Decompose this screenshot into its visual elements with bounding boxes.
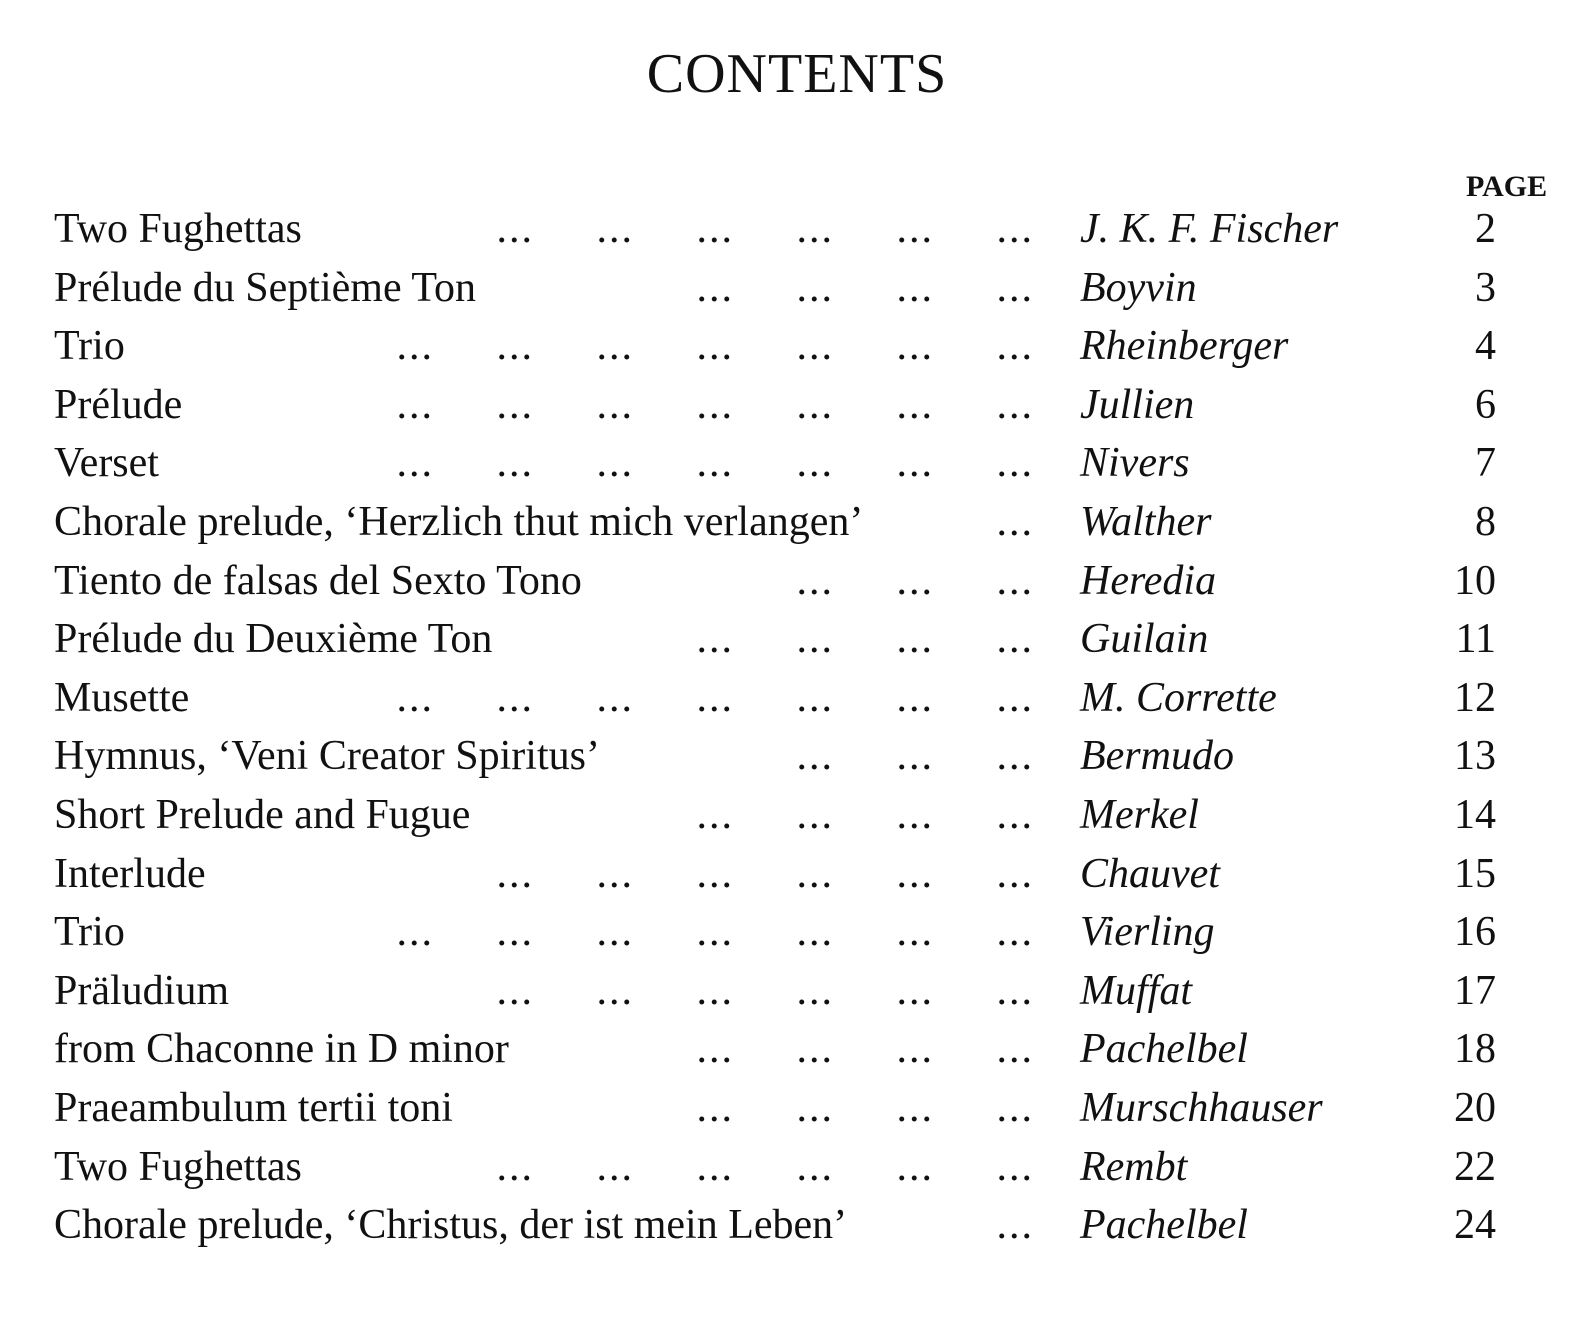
entry-page-number: 24 bbox=[1454, 1202, 1496, 1249]
entry-page-number: 16 bbox=[1454, 909, 1496, 956]
toc-entry bbox=[54, 493, 1550, 552]
toc-entry bbox=[54, 1020, 1550, 1079]
dot-leader: ... ... ... ... bbox=[696, 616, 1034, 663]
toc-entry bbox=[54, 434, 1550, 493]
dot-leader: ... ... ... ... ... ... bbox=[496, 967, 1034, 1014]
toc-entry bbox=[54, 200, 1550, 259]
entry-page-number: 22 bbox=[1454, 1143, 1496, 1190]
contents-list bbox=[54, 200, 1550, 1255]
entry-title: Trio bbox=[54, 323, 125, 370]
entry-title: Two Fughettas bbox=[54, 206, 302, 252]
entry-title: Prélude bbox=[54, 381, 183, 428]
entry-page-number: 3 bbox=[1475, 264, 1496, 311]
entry-title: from Chaconne in D minor bbox=[54, 1026, 509, 1073]
entry-page-number: 4 bbox=[1475, 323, 1496, 370]
entry-title: Praeambulum tertii toni bbox=[54, 1084, 453, 1131]
entry-title: Musette bbox=[54, 674, 190, 721]
entry-page-number: 11 bbox=[1455, 616, 1496, 663]
toc-entry bbox=[54, 1196, 1550, 1255]
entry-composer: Pachelbel bbox=[1080, 1202, 1248, 1249]
dot-leader: ... ... ... bbox=[796, 557, 1034, 604]
dot-leader: ... ... ... ... bbox=[696, 1084, 1034, 1131]
entry-composer: Rheinberger bbox=[1080, 323, 1289, 370]
entry-title: Prélude du Deuxième Ton bbox=[54, 616, 493, 663]
dot-leader: ... ... ... ... ... ... ... bbox=[396, 440, 1034, 487]
entry-title: Tiento de falsas del Sexto Tono bbox=[54, 557, 582, 604]
entry-composer: Rembt bbox=[1080, 1143, 1188, 1190]
entry-page-number: 17 bbox=[1454, 967, 1496, 1014]
entry-composer: Heredia bbox=[1080, 557, 1217, 604]
entry-composer: Chauvet bbox=[1080, 850, 1220, 897]
page-title: CONTENTS bbox=[646, 43, 948, 105]
entry-title: Hymnus, ‘Veni Creator Spiritus’ bbox=[54, 733, 600, 780]
dot-leader: ... ... ... ... ... ... ... bbox=[396, 909, 1034, 956]
entry-page-number: 2 bbox=[1475, 206, 1496, 252]
entry-composer: Bermudo bbox=[1080, 733, 1234, 780]
entry-page-number: 13 bbox=[1454, 733, 1496, 780]
entry-composer: Merkel bbox=[1080, 791, 1199, 838]
entry-composer: J. K. F. Fischer bbox=[1080, 206, 1339, 252]
dot-leader: ... ... ... bbox=[796, 733, 1034, 780]
entry-composer: Muffat bbox=[1080, 967, 1192, 1014]
entry-composer: Guilain bbox=[1080, 616, 1209, 663]
dot-leader: ... ... ... ... ... ... bbox=[496, 1143, 1034, 1190]
entry-composer: Vierling bbox=[1080, 909, 1215, 956]
entry-title: Short Prelude and Fugue bbox=[54, 791, 471, 838]
entry-page-number: 20 bbox=[1454, 1084, 1496, 1131]
dot-leader: ... ... ... ... ... ... bbox=[496, 206, 1034, 252]
entry-page-number: 7 bbox=[1475, 440, 1496, 487]
entry-composer: Boyvin bbox=[1080, 264, 1197, 311]
entry-page-number: 15 bbox=[1454, 850, 1496, 897]
toc-entry bbox=[54, 1079, 1550, 1138]
dot-leader: ... bbox=[996, 498, 1034, 545]
entry-title: Trio bbox=[54, 909, 125, 956]
toc-entry bbox=[54, 669, 1550, 728]
toc-entry bbox=[54, 552, 1550, 611]
entry-composer: Jullien bbox=[1080, 381, 1195, 428]
entry-composer: Walther bbox=[1080, 498, 1212, 545]
entry-composer: Pachelbel bbox=[1080, 1026, 1248, 1073]
dot-leader: ... ... ... ... ... ... ... bbox=[396, 674, 1034, 721]
dot-leader: ... ... ... ... ... ... bbox=[496, 850, 1034, 897]
entry-page-number: 12 bbox=[1454, 674, 1496, 721]
toc-entry bbox=[54, 845, 1550, 904]
dot-leader: ... ... ... ... bbox=[696, 791, 1034, 838]
toc-entry bbox=[54, 259, 1550, 318]
entry-title: Two Fughettas bbox=[54, 1143, 302, 1190]
entry-title: Chorale prelude, ‘Herzlich thut mich verlangen’ bbox=[54, 498, 864, 545]
toc-entry bbox=[54, 786, 1550, 845]
entry-composer: Murschhauser bbox=[1080, 1084, 1323, 1131]
dot-leader: ... ... ... ... bbox=[696, 1026, 1034, 1073]
entry-title: Präludium bbox=[54, 967, 229, 1014]
entry-page-number: 6 bbox=[1475, 381, 1496, 428]
entry-title: Interlude bbox=[54, 850, 206, 897]
toc-entry bbox=[54, 727, 1550, 786]
entry-title: Verset bbox=[54, 440, 159, 487]
entry-title: Chorale prelude, ‘Christus, der ist mein Leben’ bbox=[54, 1202, 848, 1249]
entry-page-number: 10 bbox=[1454, 557, 1496, 604]
dot-leader: ... ... ... ... bbox=[696, 264, 1034, 311]
toc-entry bbox=[54, 903, 1550, 962]
dot-leader: ... ... ... ... ... ... ... bbox=[396, 381, 1034, 428]
dot-leader: ... bbox=[996, 1202, 1034, 1249]
dot-leader: ... ... ... ... ... ... ... bbox=[396, 323, 1034, 370]
entry-title: Prélude du Septième Ton bbox=[54, 264, 477, 311]
entry-page-number: 18 bbox=[1454, 1026, 1496, 1073]
toc-entry bbox=[54, 610, 1550, 669]
entry-composer: M. Corrette bbox=[1080, 674, 1277, 721]
toc-entry bbox=[54, 962, 1550, 1021]
page-column-header: PAGE bbox=[1466, 170, 1548, 203]
entry-page-number: 8 bbox=[1475, 498, 1496, 545]
toc-entry bbox=[54, 376, 1550, 435]
entry-composer: Nivers bbox=[1080, 440, 1190, 487]
toc-entry bbox=[54, 317, 1550, 376]
entry-page-number: 14 bbox=[1454, 791, 1496, 838]
toc-entry bbox=[54, 1138, 1550, 1197]
